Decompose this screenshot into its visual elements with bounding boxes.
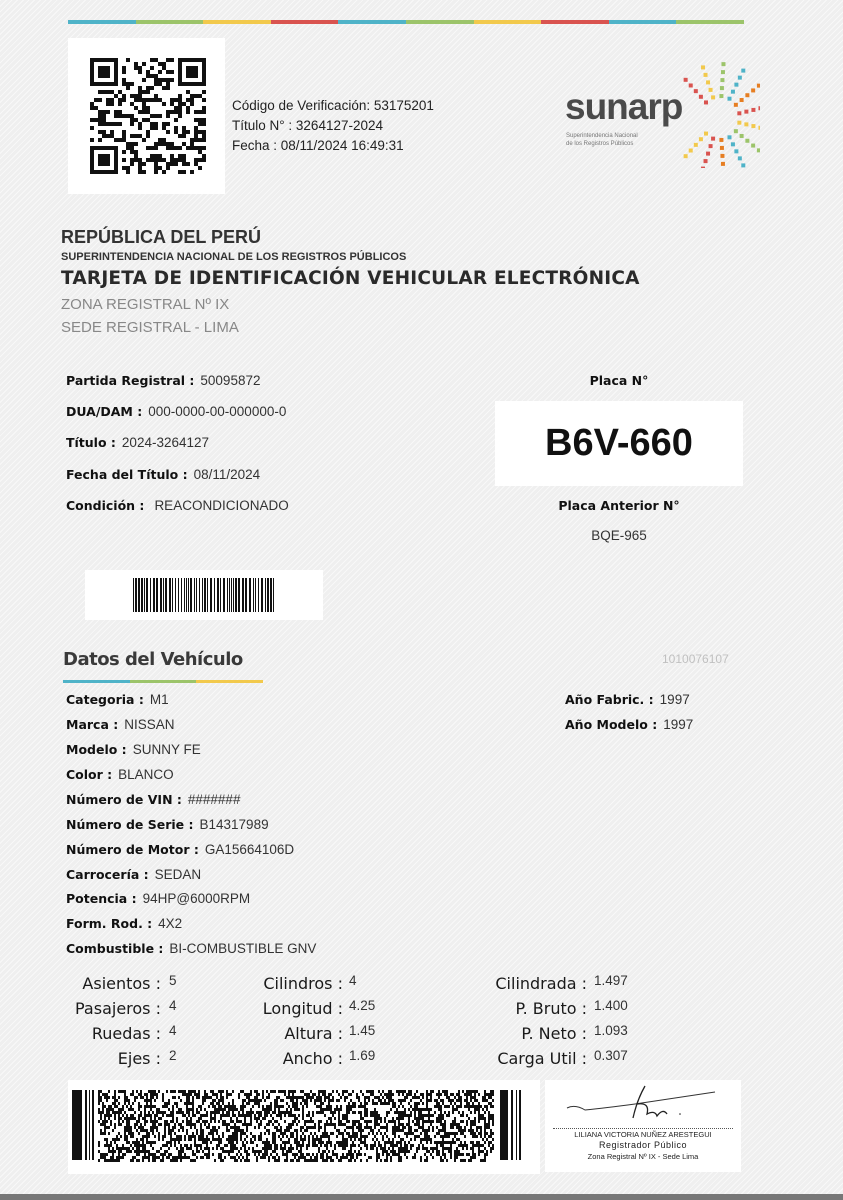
field-marca: [66, 717, 175, 733]
pdf417-barcode: [68, 1080, 540, 1174]
header-zona: ZONA REGISTRAL Nº IX: [61, 296, 230, 313]
field-value: BLANCO: [118, 767, 174, 782]
verification-code: Código de Verificación: 53175201: [232, 98, 434, 113]
header-sede: SEDE REGISTRAL - LIMA: [61, 319, 239, 336]
spec-value: 4.25: [349, 998, 376, 1013]
placa-anterior-label: Placa Anterior N°: [558, 498, 680, 513]
field-value: 4X2: [158, 916, 183, 931]
spec-label: Carga Util :: [497, 1049, 587, 1068]
spec-value: 5: [169, 973, 177, 988]
document-serial: 1010076107: [662, 652, 729, 666]
field-vin: [66, 792, 240, 808]
handwritten-signature: [545, 1080, 741, 1130]
field-anio-modelo: [565, 717, 693, 733]
document-title: TARJETA DE IDENTIFICACIÓN VEHICULAR ELECTRÓNICA: [61, 268, 640, 289]
section-title-datos: Datos del Vehículo: [63, 649, 243, 670]
spec-label: Asientos :: [82, 974, 161, 993]
stripe-segment: [474, 20, 542, 24]
field-value: 1997: [663, 717, 694, 732]
field-label: Categoria :: [66, 692, 144, 707]
field-label: Condición :: [66, 498, 145, 513]
spec-value: 0.307: [594, 1048, 628, 1063]
field-value: NISSAN: [124, 717, 175, 732]
header-republica: REPÚBLICA DEL PERÚ: [61, 227, 262, 247]
field-label: DUA/DAM :: [66, 404, 143, 419]
stripe-segment: [676, 20, 744, 24]
section-underline: [63, 680, 263, 683]
sunarp-logo: [560, 58, 760, 168]
stripe-segment: [136, 20, 204, 24]
spec-value: 1.400: [594, 998, 628, 1013]
field-value: 2024-3264127: [121, 435, 210, 450]
field-condicion: [66, 498, 289, 514]
spec-value: 1.093: [594, 1023, 628, 1038]
spec-label: Cilindros :: [263, 974, 343, 993]
field-value: SEDAN: [154, 867, 202, 882]
field-fecha-titulo: [66, 467, 260, 483]
bottom-edge: [0, 1194, 843, 1200]
issue-date: Fecha : 08/11/2024 16:49:31: [232, 138, 404, 153]
spec-label: P. Neto :: [521, 1024, 587, 1043]
field-label: Número de Motor :: [66, 842, 199, 857]
placa-label: Placa N°: [589, 373, 649, 388]
signer-role: Registrador Público: [598, 1140, 688, 1150]
field-label: Año Modelo :: [565, 717, 658, 732]
field-value: REACONDICIONADO: [154, 498, 289, 513]
stripe-segment: [271, 20, 339, 24]
header-superintendencia: SUPERINTENDENCIA NACIONAL DE LOS REGISTROS PÚBLICOS: [61, 251, 407, 263]
spec-value: 1.497: [594, 973, 628, 988]
field-value: 000-0000-00-000000-0: [148, 404, 287, 419]
signature-box: [545, 1080, 741, 1172]
pdf417-barcode-box: [68, 1080, 540, 1174]
qr-code-box: [68, 38, 225, 194]
field-dua: [66, 404, 286, 420]
spec-label: Longitud :: [262, 999, 343, 1018]
field-carroceria: [66, 867, 201, 883]
field-partida: [66, 373, 260, 389]
field-label: Número de Serie :: [66, 817, 194, 832]
barcode: [85, 570, 323, 620]
underline-segment: [196, 680, 263, 683]
field-label: Número de VIN :: [66, 792, 182, 807]
field-form-rod: [66, 916, 182, 932]
stripe-segment: [203, 20, 271, 24]
field-value: GA15664106D: [204, 842, 295, 857]
logo-subtitle: [566, 132, 638, 148]
field-value: B14317989: [199, 817, 269, 832]
field-value: BI-COMBUSTIBLE GNV: [169, 941, 317, 956]
stripe-segment: [338, 20, 406, 24]
field-value: 94HP@6000RPM: [142, 891, 251, 906]
field-label: Título :: [66, 435, 116, 450]
signature-line: [553, 1128, 733, 1129]
underline-segment: [130, 680, 197, 683]
logo-subtitle-line1: Superintendencia Nacional: [566, 133, 638, 139]
verification-info: [232, 96, 434, 156]
spec-value: 4: [169, 998, 177, 1013]
field-value: #######: [187, 792, 241, 807]
field-potencia: [66, 891, 250, 907]
spec-label: Ancho :: [282, 1049, 343, 1068]
field-modelo: [66, 742, 201, 758]
signer-name: LILIANA VICTORIA NUÑEZ ARESTEGUI: [574, 1130, 712, 1139]
field-anio-fabric: [565, 692, 690, 708]
field-label: Marca :: [66, 717, 119, 732]
field-label: Form. Rod. :: [66, 916, 153, 931]
field-serie: [66, 817, 269, 833]
plate-box: [495, 401, 743, 486]
color-stripe: [68, 20, 744, 24]
stripe-segment: [406, 20, 474, 24]
spec-label: Ruedas :: [91, 1024, 161, 1043]
field-motor: [66, 842, 294, 858]
placa-anterior-value: BQE-965: [591, 528, 647, 543]
logo-subtitle-line2: de los Registros Públicos: [566, 141, 634, 147]
stripe-segment: [68, 20, 136, 24]
barcode-box: [85, 570, 323, 620]
spec-value: 4: [349, 973, 357, 988]
logo-wordmark: sunarp: [565, 86, 683, 127]
field-label: Carrocería :: [66, 867, 149, 882]
field-value: 08/11/2024: [193, 467, 261, 482]
field-value: 50095872: [200, 373, 261, 388]
signer-zone: Zona Registral Nº IX - Sede Lima: [587, 1152, 699, 1161]
field-label: Potencia :: [66, 891, 137, 906]
qr-code: [90, 58, 206, 174]
spec-label: Altura :: [284, 1024, 343, 1043]
spec-value: 1.45: [349, 1023, 376, 1038]
field-label: Modelo :: [66, 742, 127, 757]
plate-number: B6V-660: [545, 422, 693, 464]
field-color: [66, 767, 174, 783]
spec-label: Pasajeros :: [75, 999, 161, 1018]
spec-label: Ejes :: [117, 1049, 161, 1068]
spec-label: P. Bruto :: [515, 999, 587, 1018]
field-label: Fecha del Título :: [66, 467, 188, 482]
field-combustible: [66, 941, 316, 957]
stripe-segment: [541, 20, 609, 24]
field-label: Combustible :: [66, 941, 164, 956]
field-label: Color :: [66, 767, 113, 782]
field-label: Partida Registral :: [66, 373, 195, 388]
field-categoria: [66, 692, 169, 708]
field-label: Año Fabric. :: [565, 692, 654, 707]
spec-value: 2: [169, 1048, 177, 1063]
stripe-segment: [609, 20, 677, 24]
field-titulo: [66, 435, 209, 451]
spec-value: 1.69: [349, 1048, 376, 1063]
field-value: SUNNY FE: [132, 742, 201, 757]
field-value: M1: [149, 692, 169, 707]
field-value: 1997: [659, 692, 690, 707]
spec-label: Cilindrada :: [495, 974, 587, 993]
title-number: Título N° : 3264127-2024: [232, 118, 383, 133]
spec-value: 4: [169, 1023, 177, 1038]
underline-segment: [63, 680, 130, 683]
